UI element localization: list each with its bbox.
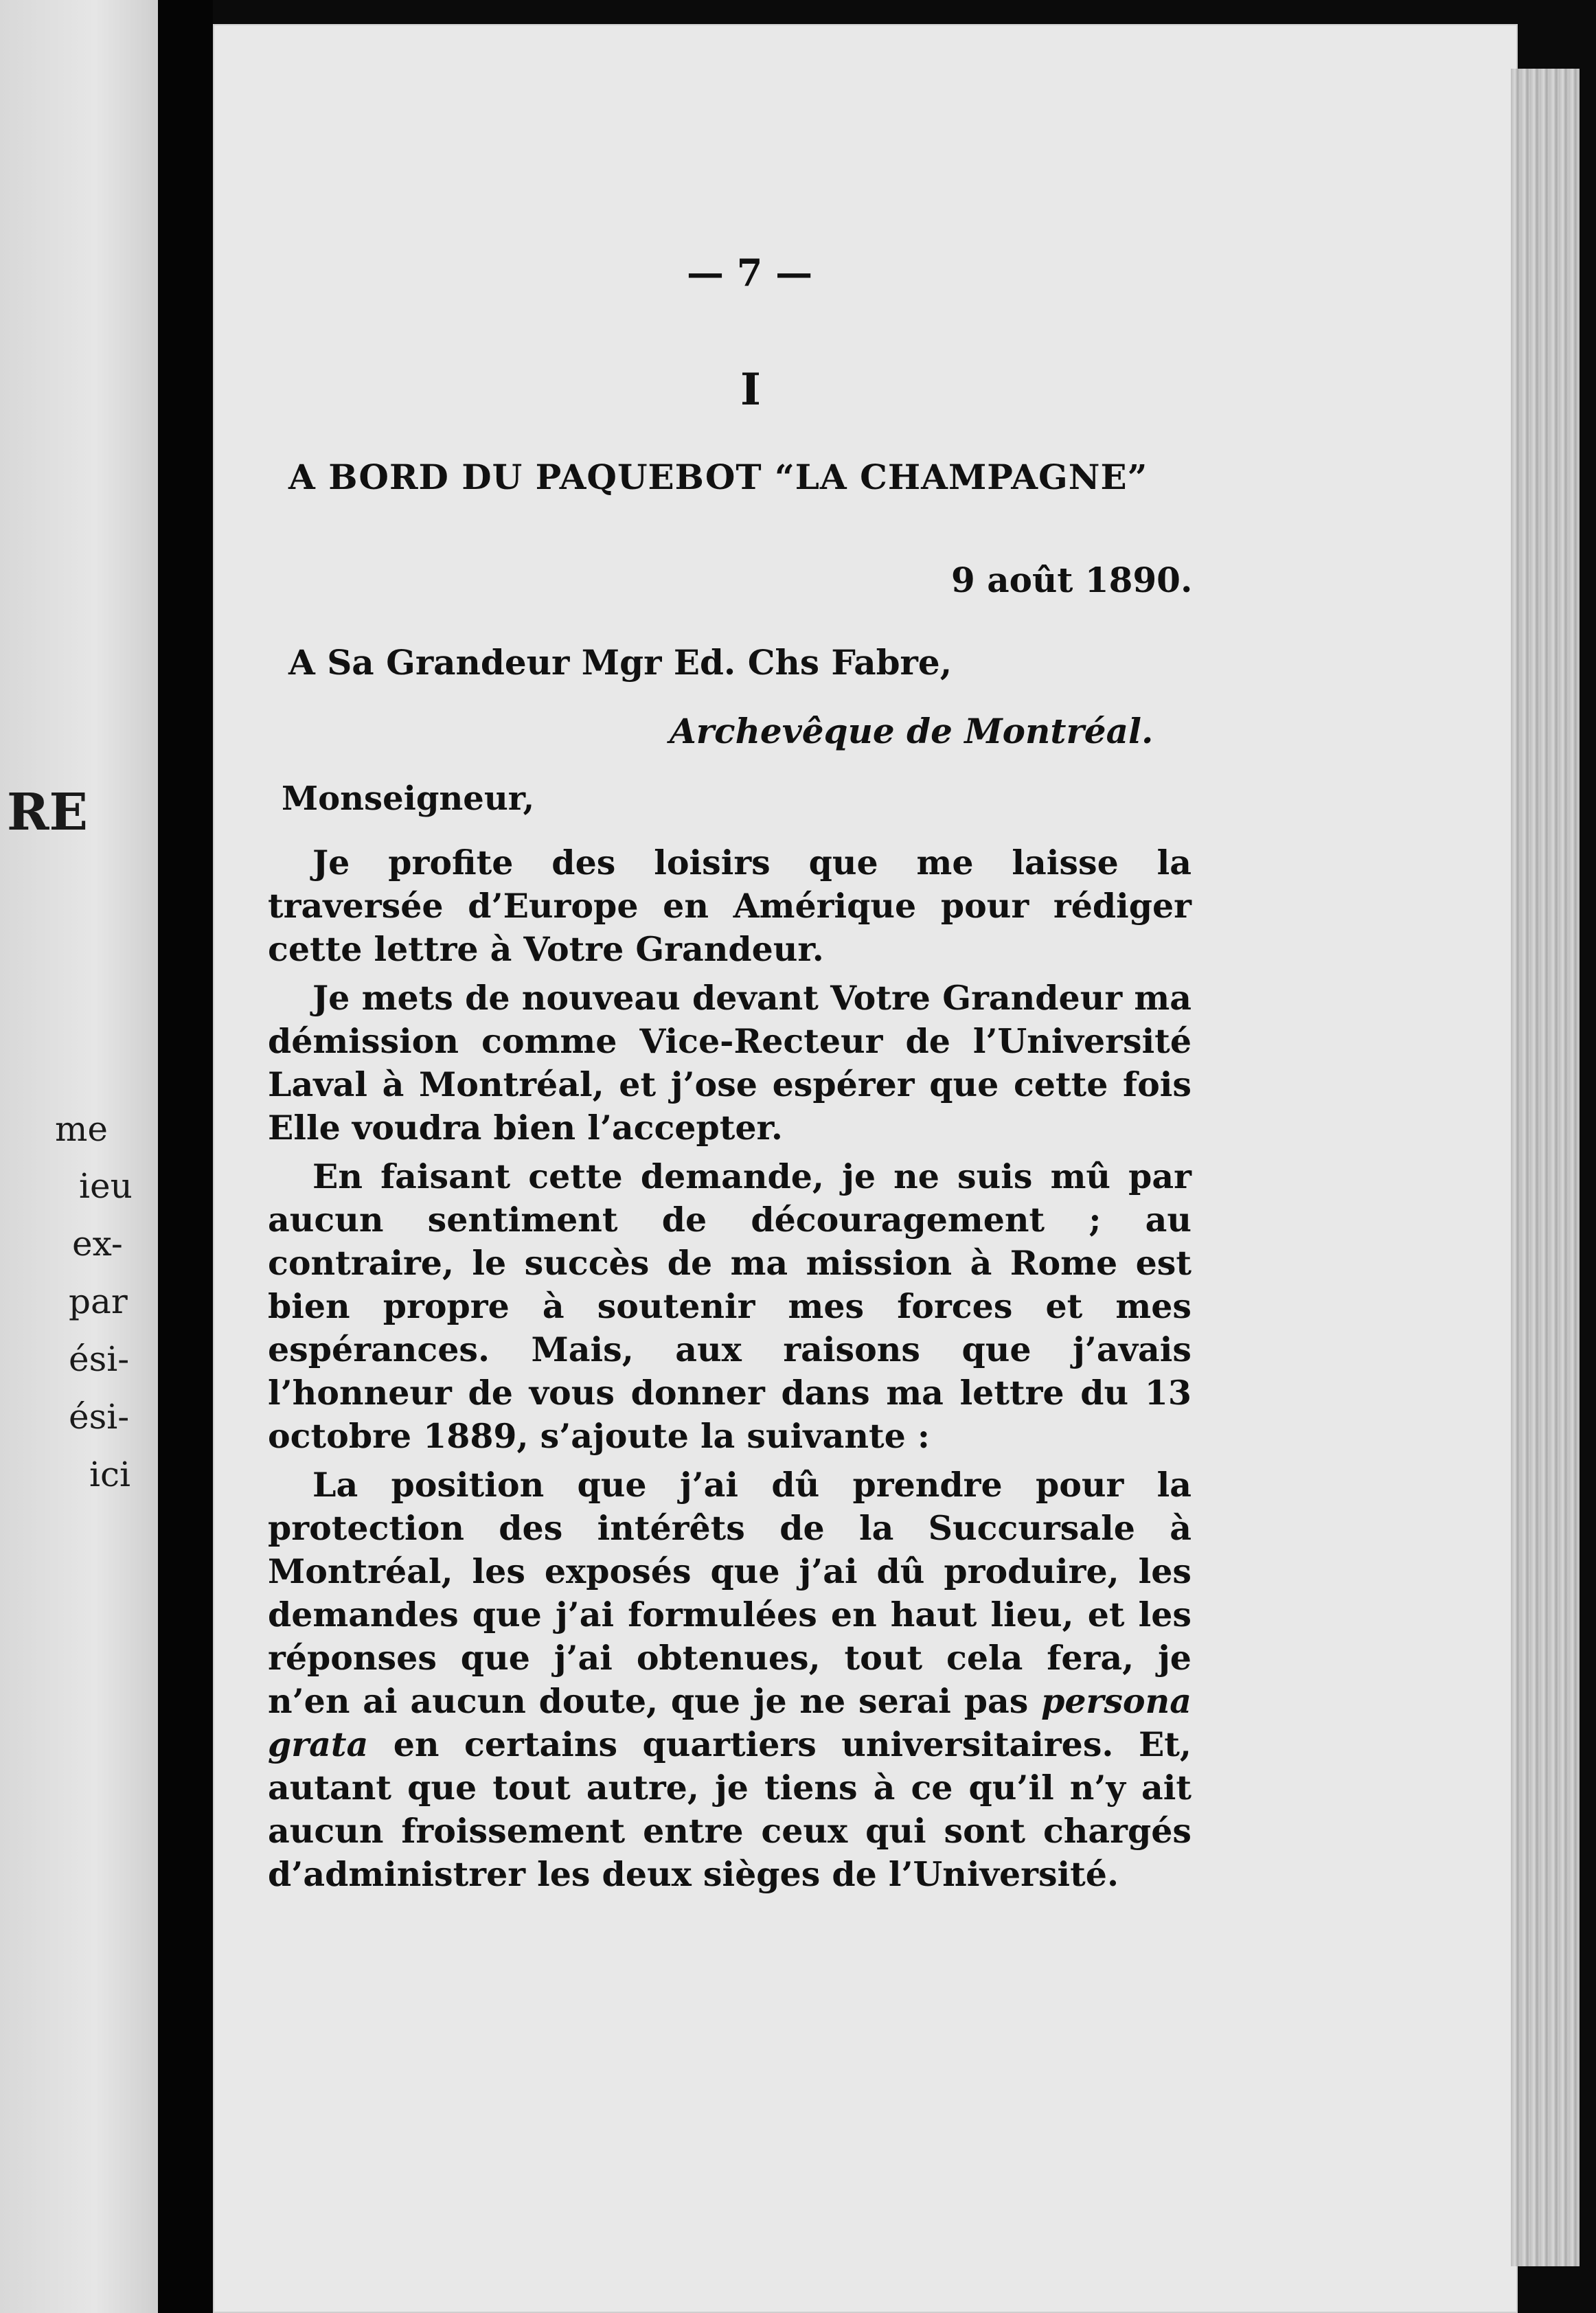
left-page-fragment: ieu (79, 1166, 133, 1206)
right-border (1580, 0, 1596, 2313)
letter-salutation: Monseigneur, (282, 779, 535, 818)
paragraph-text: en certains quartiers universitaires. Et, autant que tout autre, je tiens à ce qu’il n’y ait aucun froissement entre ceux qui sont chargés d’administrer les deux sièges de l’Université. (268, 1724, 1192, 1894)
body-paragraph: En faisant cette demande, je ne suis mû par aucun sentiment de découragement ; au contraire, le succès de ma mission à Rome est bien propre à soutenir mes forces et mes espérances. Mais, aux raisons que j’avais l’honneur de vous donner dans ma lettre du 13 octobre 1889, s’ajoute la suivante : (268, 1156, 1192, 1456)
body-paragraph-last (268, 1463, 1192, 1896)
letter-heading: A BORD DU PAQUEBOT “LA CHAMPAGNE” (288, 457, 1148, 497)
left-page-fragment: ési- (69, 1339, 130, 1379)
left-page-fragment: par (69, 1281, 128, 1321)
page-number: — 7 — (687, 251, 813, 295)
italic-phrase: persona grata (268, 1681, 1192, 1764)
section-numeral: I (740, 364, 761, 415)
left-page-fragment: me (55, 1109, 109, 1149)
body-paragraph: Je profite des loisirs que me laisse la traversée d’Europe en Amérique pour rédiger cette lettre à Votre Grandeur. (268, 843, 1192, 969)
book-gutter (158, 0, 213, 2313)
body-paragraph: Je mets de nouveau devant Votre Grandeur ma démission comme Vice-Recteur de l’Université Laval à Montréal, et j’ose espérer que cette fois Elle voudra bien l’accepter. (268, 978, 1192, 1148)
left-page-fragment: ex- (72, 1224, 123, 1264)
letter-recipient: A Sa Grandeur Mgr Ed. Chs Fabre, (288, 642, 953, 683)
letter-date: 9 août 1890. (951, 560, 1193, 600)
recipient-title: Archevêque de Montréal. (670, 711, 1154, 751)
paragraph-text: La position que j’ai dû prendre pour la protection des intérêts de la Succursale à Montréal, les exposés que j’ai dû produire, les demandes que j’ai formulées en haut lieu, et les réponses que j’ai obtenues, tout cela fera, je n’en ai aucun doute, que je ne serai pas (268, 1465, 1192, 1721)
left-page-fragment: ici (89, 1455, 130, 1494)
left-page-fragment: ési- (69, 1397, 130, 1437)
left-page-edge (0, 0, 158, 2313)
left-page-fragment: RE (7, 783, 88, 842)
letter-body (268, 841, 1192, 1902)
